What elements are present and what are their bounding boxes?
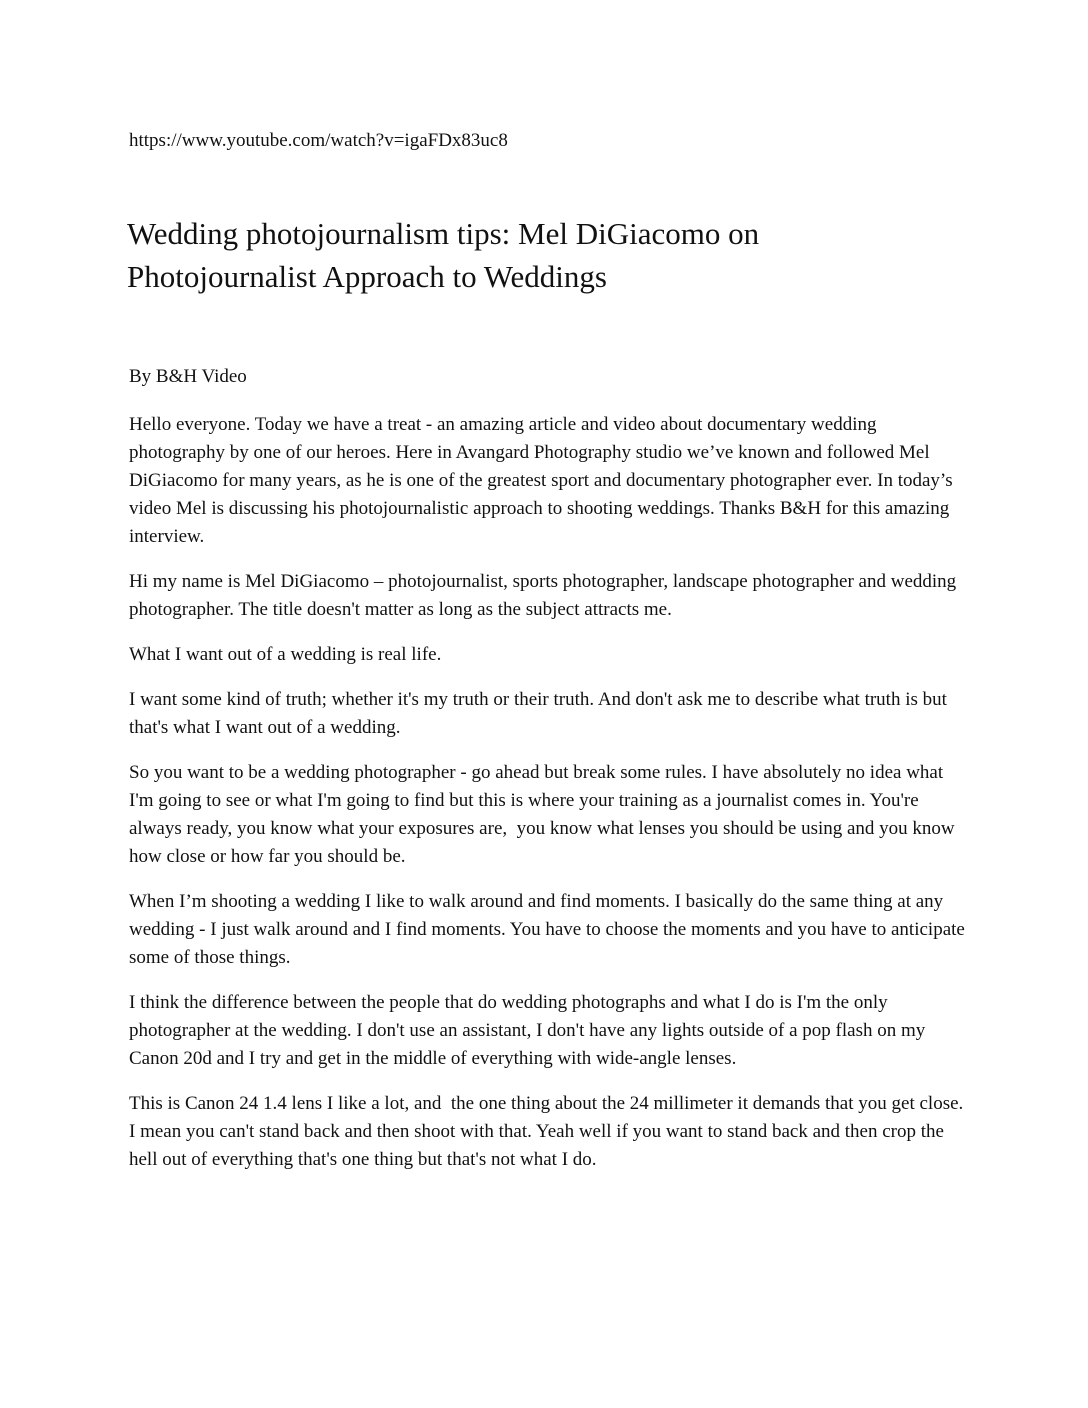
source-url: https://www.youtube.com/watch?v=igaFDx83uc8 (129, 130, 508, 151)
paragraph-difference: I think the difference between the people that do wedding photographs and what I do is I'm the only photographer at the wedding. I don't use an assistant, I don't have any lights outside of a pop flash on my Canon 20d and I try and get in the middle of everything with wide-angle lenses. (129, 992, 930, 1069)
paragraph-break-rules: So you want to be a wedding photographer - go ahead but break some rules. I have absolutely no idea what I'm going to see or what I'm going to find but this is where your training as a journalist comes in. You're always ready, you know what your exposures are, you know what lenses you should be using and you know how close or how far you should be. (129, 762, 960, 867)
paragraph-introduction-mel: Hi my name is Mel DiGiacomo – photojournalist, sports photographer, landscape photographer and wedding photographer. The title doesn't matter as long as the subject attracts me. (129, 571, 961, 620)
byline: By B&H Video (129, 366, 247, 387)
article-body (129, 363, 969, 1191)
paragraph-truth: I want some kind of truth; whether it's my truth or their truth. And don't ask me to describe what truth is but that's what I want out of a wedding. (129, 689, 952, 738)
title-line-2: Photojournalist Approach to Weddings (127, 259, 607, 294)
paragraph-find-moments: When I’m shooting a wedding I like to walk around and find moments. I basically do the same thing at any wedding - I just walk around and I find moments. You have to choose the moments and you have to anticipate some of those things. (129, 891, 970, 968)
paragraph-real-life: What I want out of a wedding is real life. (129, 644, 442, 665)
title-line-1: Wedding photojournalism tips: Mel DiGiacomo on (127, 216, 760, 251)
article-title (127, 212, 907, 298)
paragraph-canon-lens: This is Canon 24 1.4 lens I like a lot, and the one thing about the 24 millimeter it demands that you get close. I mean you can't stand back and then shoot with that. Yeah well if you want to stand back and then crop the hell out of everything that's one thing but that's not what I do. (129, 1093, 969, 1170)
paragraph-intro: Hello everyone. Today we have a treat - an amazing article and video about documentary wedding photography by one of our heroes. Here in Avangard Photography studio we’ve known and followed Mel DiGiacomo for many years, as he is one of the greatest sport and documentary photographer ever. In today’s video Mel is discussing his photojournalistic approach to shooting weddings. Thanks B&H for this amazing interview. (129, 414, 958, 547)
